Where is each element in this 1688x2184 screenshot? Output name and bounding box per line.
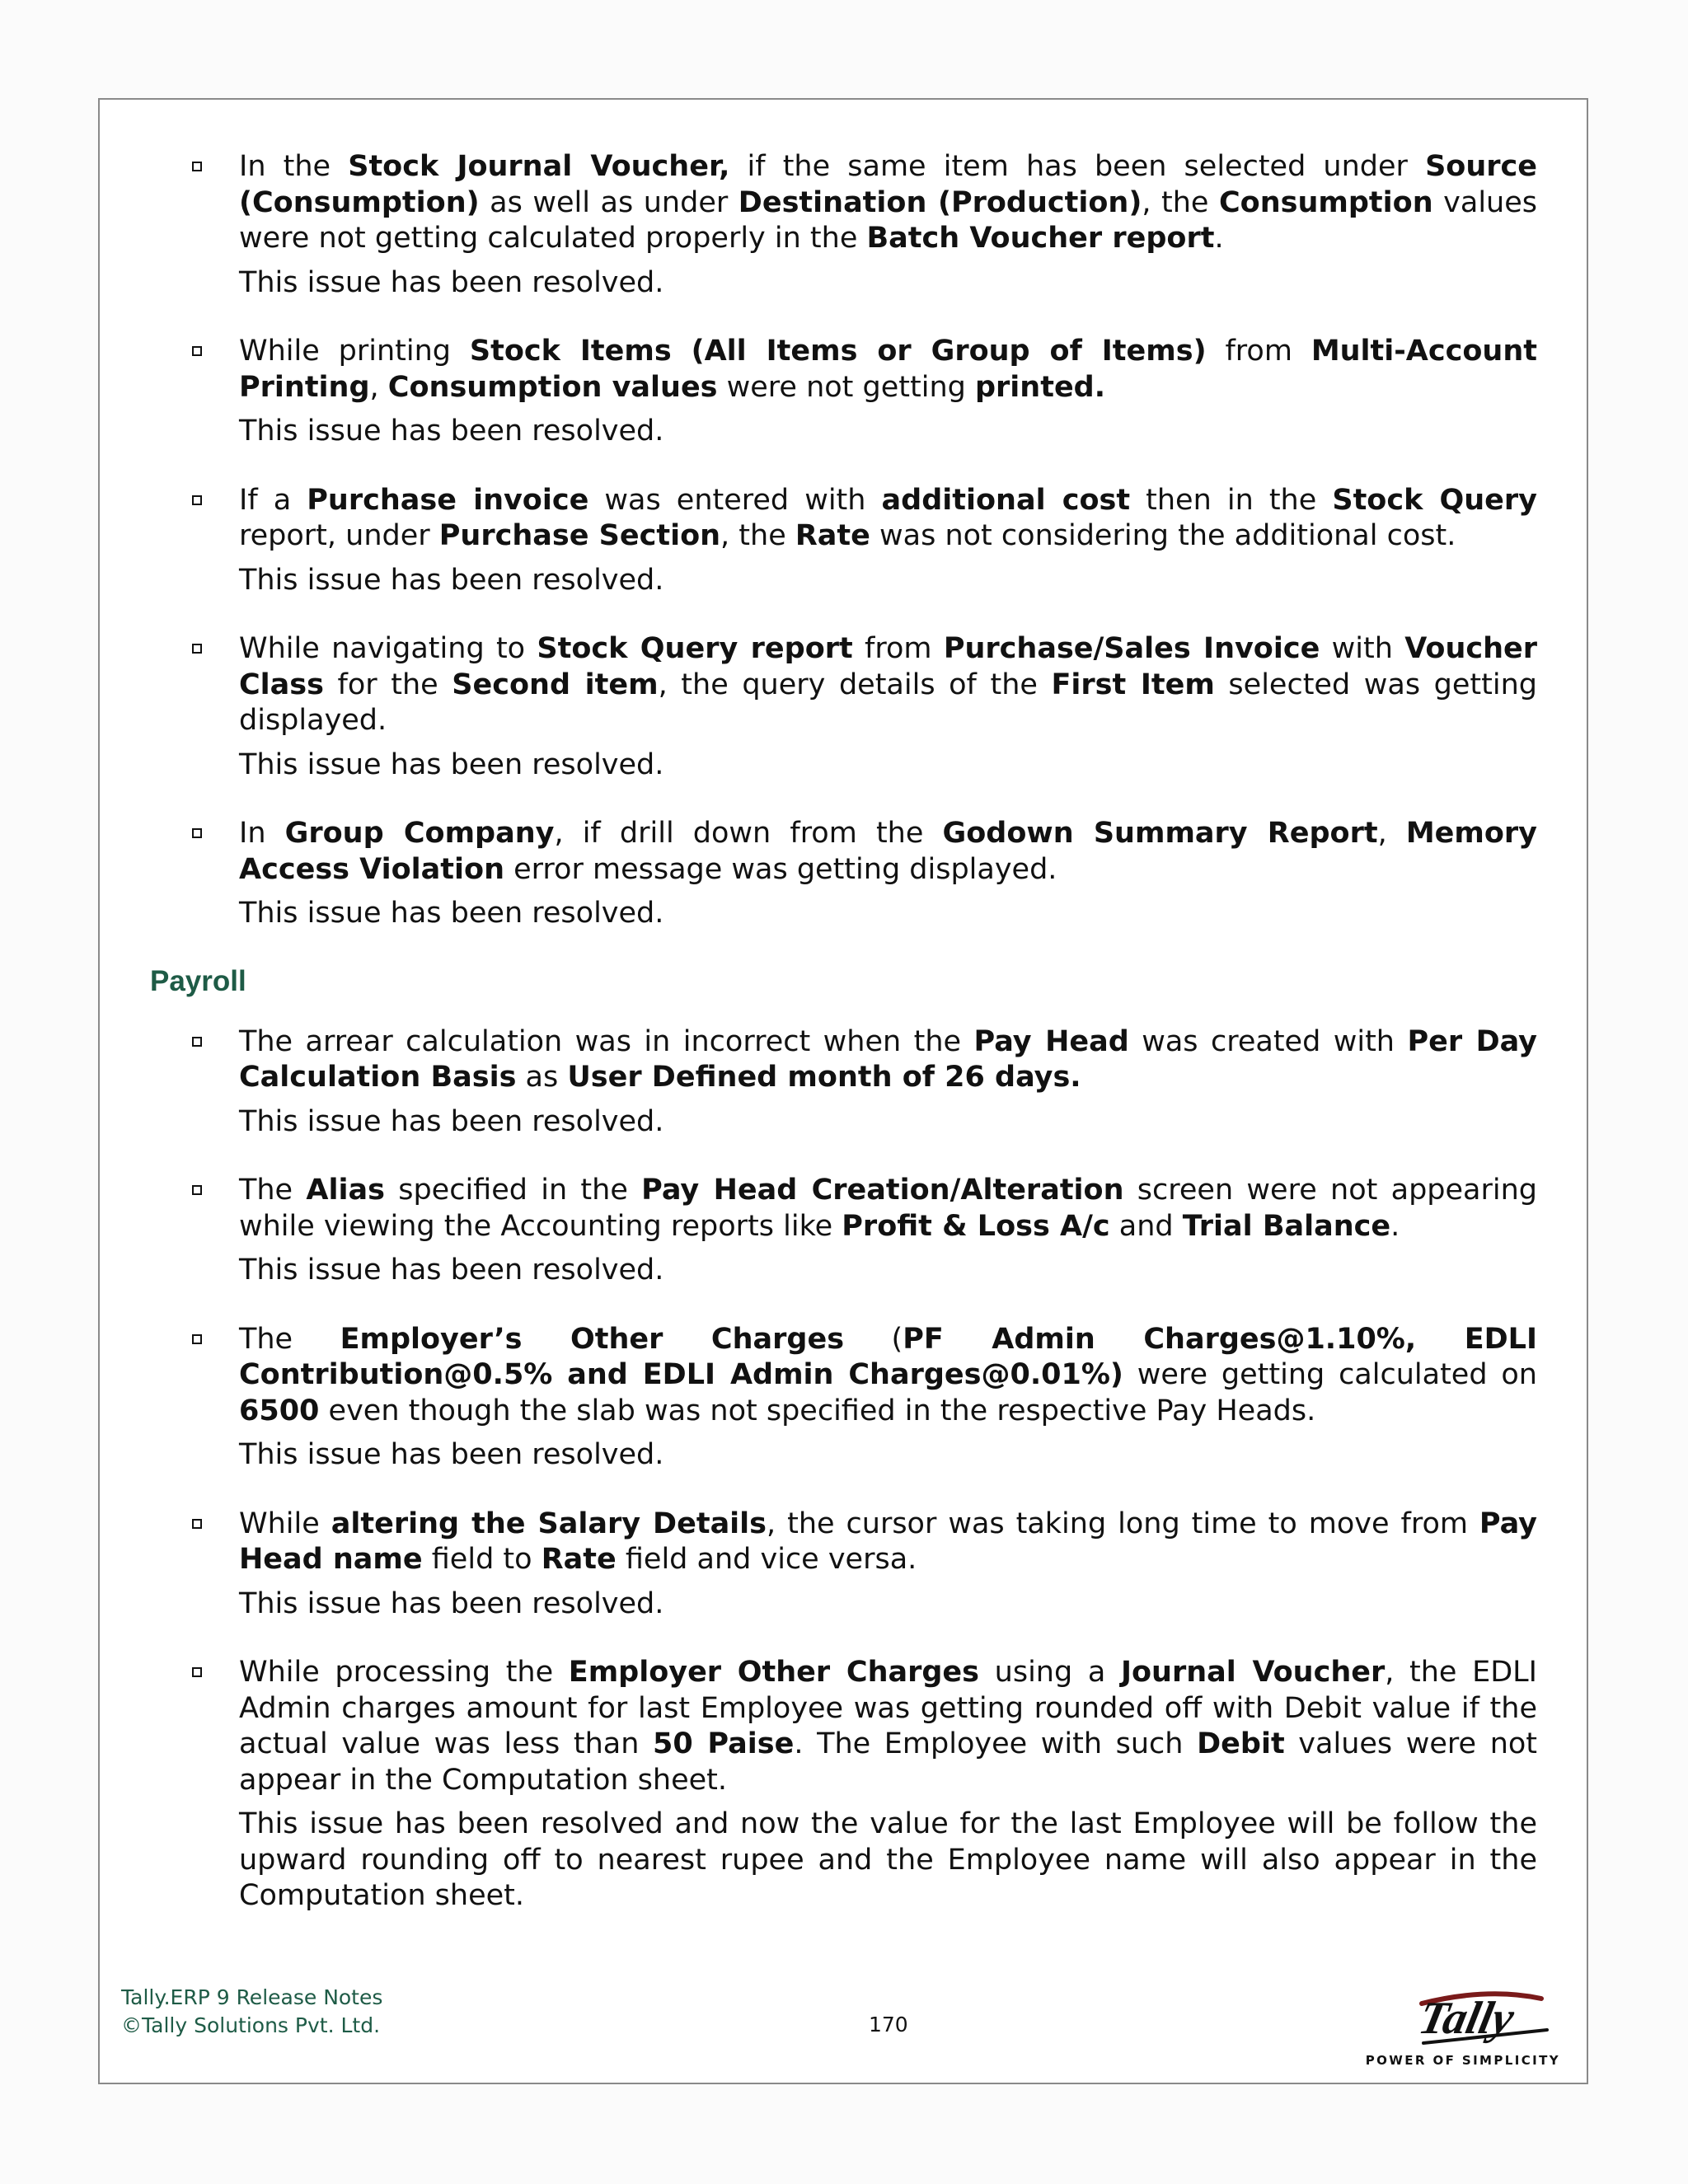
list-item [100,483,1587,599]
tally-logo [1364,1979,1562,2069]
resolution-note: This issue has been resolved. [239,563,664,597]
square-bullet-icon [192,162,202,171]
bold-term: Consumption [1219,185,1433,219]
tally-tagline: POWER OF SIMPLICITY [1365,2053,1560,2068]
resolution-note: This issue has been resolved. [239,1438,664,1471]
bold-term: additional cost [881,483,1131,517]
text-run: as [516,1061,568,1094]
list-item [100,1173,1587,1289]
text-run: as well as under [479,185,738,219]
bold-term: Group Company [284,817,555,850]
text-run: , if drill down from the [554,817,943,850]
text-run: was entered with [588,483,882,517]
bold-term: Consumption values [387,370,718,404]
issue-description [239,816,1537,888]
bold-term: Purchase invoice [307,483,589,517]
text-run: . [1214,222,1224,255]
text-run: ( [844,1322,903,1356]
text-run: values were not getting calculated properly in the [239,185,1538,255]
resolution-note: This issue has been resolved and now the value for the last Employee will be follow the upward rounding off to nearest rupee and the Employee name will also appear in the Computation sheet. [239,1807,1537,1912]
footer-product: Tally.ERP 9 Release Notes [121,1985,383,2009]
text-run: In [239,817,285,850]
resolution-note: This issue has been resolved. [239,1104,664,1138]
bold-term: Purchase/Sales Invoice [943,632,1320,665]
text-run: . [1390,1209,1400,1243]
issue-description [239,149,1537,257]
square-bullet-icon [192,1519,202,1529]
resolution-note: This issue has been resolved. [239,265,664,299]
bold-term: Stock Query report [537,632,853,665]
bold-term: Alias [306,1174,385,1207]
issue-description [239,1024,1537,1096]
tally-wordmark: Tally [1414,1993,1519,2044]
text-run: The [239,1174,307,1207]
bold-term: Pay Head Creation/Alteration [641,1174,1124,1207]
bold-term: Stock Items (All Items or Group of Items) [469,335,1207,368]
text-run: , the query details of the [658,668,1052,701]
section-heading: Payroll [150,964,246,997]
bold-term: Pay Head [973,1024,1129,1058]
text-run: with [1320,632,1405,665]
text-run: , the cursor was taking long time to move from [767,1507,1479,1540]
document-page [98,98,1588,2084]
text-run: If a [239,483,307,517]
text-run: were getting calculated on [1123,1358,1537,1391]
text-run: then in the [1130,483,1333,517]
square-bullet-icon [192,1185,202,1195]
text-run: from [1206,335,1311,368]
bold-term: 50 Paise [653,1727,795,1760]
list-item [100,149,1587,301]
text-run: While navigating to [239,632,537,665]
bold-term: Pay Head name [239,1507,1537,1576]
list-item [100,631,1587,783]
resolution-note: This issue has been resolved. [239,897,664,930]
text-run: . The Employee with such [794,1727,1198,1760]
list-item [100,816,1587,932]
text-run: were not getting [717,370,975,404]
issue-description [239,334,1537,405]
issue-description [239,1173,1537,1244]
bold-term: Purchase Section [438,519,721,552]
list-item [100,1024,1587,1141]
bold-term: altering the Salary Details [331,1507,767,1540]
text-run: , [1377,817,1406,850]
page-number: 170 [869,2013,908,2036]
bold-term: Source (Consumption) [239,150,1538,219]
bold-term: Memory Access Violation [239,817,1538,886]
bold-term: Employer’s Other Charges [340,1322,845,1356]
text-run: field and vice versa. [616,1543,917,1576]
text-run: and [1109,1209,1183,1243]
bold-term: PF Admin Charges@1.10%, EDLI Contribution@0.5% and EDLI Admin Charges@0.01%) [239,1322,1537,1391]
text-run: if the same item has been selected under [729,150,1426,183]
issue-description [239,631,1537,739]
list-item [100,1322,1587,1474]
text-run: from [852,632,944,665]
text-run: values were not appear in the Computation sheet. [239,1727,1538,1797]
text-run: , the [1142,185,1219,219]
bold-term: Rate [541,1543,617,1576]
text-run: In the [239,150,349,183]
bold-term: Multi-Account Printing [239,335,1538,404]
bold-term: User Defined month of 26 days. [567,1061,1081,1094]
text-run: was created with [1128,1024,1408,1058]
square-bullet-icon [192,1667,202,1677]
text-run: field to [422,1543,542,1576]
footer-copyright: ©Tally Solutions Pvt. Ltd. [121,2013,381,2037]
bold-term: Batch Voucher report [866,222,1215,255]
bold-term: Voucher Class [239,632,1538,701]
text-run: selected was getting displayed. [239,668,1537,737]
text-run: report, under [239,519,439,552]
text-run: specified in the [384,1174,642,1207]
bold-term: Trial Balance [1182,1209,1391,1243]
text-run: for the [323,668,452,701]
text-run: using a [979,1656,1121,1689]
text-run: was not considering the additional cost. [870,519,1456,552]
issue-description [239,1655,1537,1798]
text-run: The arrear calculation was in incorrect when the [239,1024,974,1058]
issue-description [239,1507,1537,1578]
list-item [100,334,1587,450]
bold-term: First Item [1051,668,1215,701]
bold-term: Stock Journal Voucher, [348,150,730,183]
text-run: While [239,1507,331,1540]
resolution-note: This issue has been resolved. [239,1586,664,1620]
text-run: screen were not appearing while viewing the Accounting reports like [239,1174,1537,1243]
text-run: While processing the [239,1656,569,1689]
bold-term: Per Day Calculation Basis [239,1024,1537,1094]
square-bullet-icon [192,495,202,505]
bold-term: Second item [452,668,659,701]
bold-term: Rate [795,519,870,552]
bold-term: printed. [974,370,1106,404]
list-item [100,1507,1587,1623]
text-run: error message was getting displayed. [504,852,1057,886]
issue-description [239,1322,1537,1430]
resolution-note: This issue has been resolved. [239,748,664,781]
bold-term: Godown Summary Report [942,817,1378,850]
square-bullet-icon [192,828,202,838]
list-item [100,1655,1587,1915]
text-run: The [239,1322,340,1356]
bold-term: Profit & Loss A/c [842,1209,1110,1243]
text-run: even though the slab was not specified in the respective Pay Heads. [319,1394,1316,1427]
footer-credits [121,1984,382,2040]
resolution-note: This issue has been resolved. [239,1254,664,1286]
square-bullet-icon [192,1037,202,1047]
bold-term: Stock Query [1332,483,1537,517]
square-bullet-icon [192,1334,202,1344]
release-notes-body [100,149,1587,1947]
square-bullet-icon [192,346,202,356]
bold-term: 6500 [239,1394,320,1427]
bold-term: Journal Voucher [1120,1656,1386,1689]
text-run: While printing [239,335,470,368]
text-run: , [369,370,388,404]
bold-term: Destination (Production) [738,185,1142,219]
bold-term: Debit [1197,1727,1285,1760]
resolution-note: This issue has been resolved. [239,415,664,448]
issue-description [239,483,1537,555]
square-bullet-icon [192,644,202,654]
text-run: , the [720,519,795,552]
bold-term: Employer Other Charges [568,1656,979,1689]
text-run: , the EDLI Admin charges amount for last Employee was getting rounded off with Debit value if the actual value was less than [239,1656,1538,1760]
